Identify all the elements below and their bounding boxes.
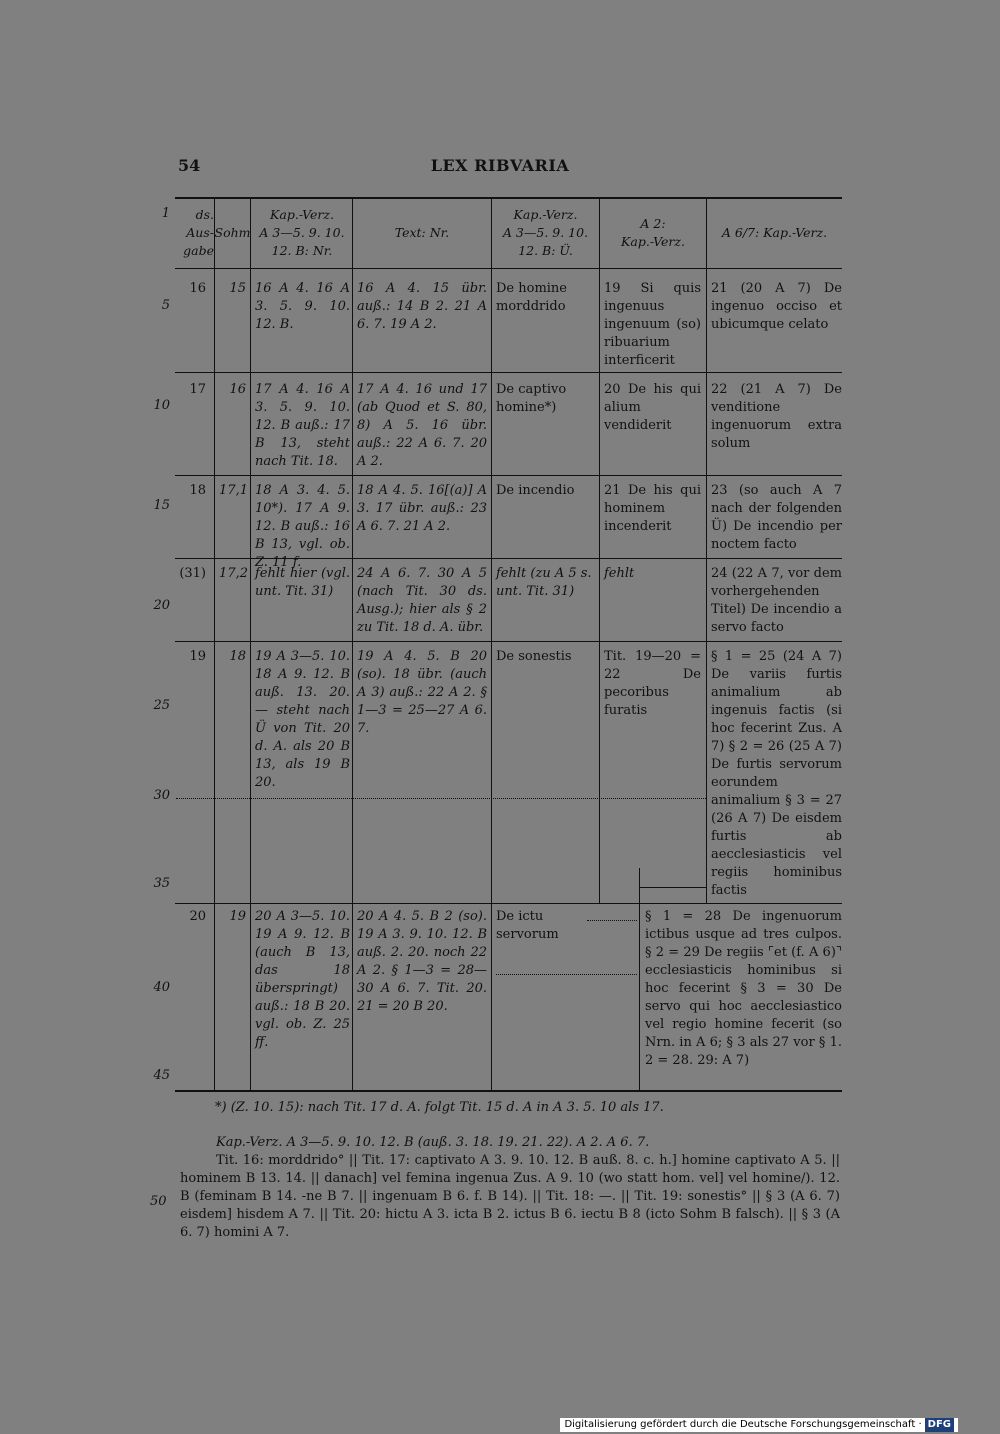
cell-edition: 16 <box>189 281 206 296</box>
header-line: A 3—5. 9. 10. <box>502 225 589 240</box>
header-rule <box>175 268 842 269</box>
cell-edition: (31) <box>179 566 206 581</box>
cell-edition: 18 <box>189 483 206 498</box>
cell-sohm: 17,2 <box>219 566 248 581</box>
line-number: 15 <box>153 498 170 513</box>
line-number: 20 <box>153 598 170 613</box>
row-rule <box>175 903 842 904</box>
cell-a67: § 1 = 25 (24 A 7) De variis furtis animalium ab ingenuis factis (si hoc fecerint Zus. A 7) § 2 = 26 (25 A 7) De furtis servorum eorundem animalium § 3 = 27 (26 A 7) De eisdem furtis ab aecclesiasticis vel regiis hominibus factis <box>711 649 842 898</box>
line-number: 25 <box>153 698 170 713</box>
dotted-leader <box>587 920 637 921</box>
cell-sohm: 17,1 <box>219 483 248 498</box>
cell-kapverz-nr: 16 A 4. 16 A 3. 5. 9. 10. 12. B. <box>255 281 350 332</box>
cell-text-nr: 18 A 4. 5. 16[(a)] A 3. 17 übr. auß.: 23 A 6. 7. 21 A 2. <box>357 483 487 534</box>
header-line: Kap.-Verz. <box>270 207 334 222</box>
cell-a2: 21 De his qui hominem incenderit <box>604 483 701 534</box>
header-line: 12. B: Nr. <box>271 243 333 258</box>
cell-a67: 22 (21 A 7) De venditione ingenuorum extra solum <box>711 382 842 451</box>
header-line: A 3—5. 9. 10. <box>259 225 345 240</box>
cell-text-nr: 24 A 6. 7. 30 A 5 (nach Tit. 30 ds. Ausg.); hier als § 2 zu Tit. 18 d. A. übr. <box>357 566 487 635</box>
col-header-a67 <box>707 224 842 242</box>
cell-edition: 20 <box>189 909 206 924</box>
col-header-text-nr <box>353 224 491 242</box>
line-number: 35 <box>153 876 170 891</box>
col-rule <box>706 198 707 903</box>
cell-sohm: 19 <box>229 909 246 924</box>
cell-sohm: 16 <box>229 382 246 397</box>
col-header-edition <box>174 206 214 260</box>
row-rule <box>175 475 842 476</box>
header-line: 12. B: Ü. <box>518 243 573 258</box>
page-number: 54 <box>178 156 201 175</box>
cell-kapverz-ue: De sonestis <box>496 649 572 664</box>
line-number: 5 <box>161 298 170 313</box>
col-rule <box>491 198 492 1090</box>
col-header-kapverz-nr <box>252 206 352 260</box>
cell-a2: fehlt <box>604 566 635 581</box>
col-rule <box>250 198 251 1090</box>
row-rule <box>175 641 842 642</box>
col-rule <box>352 198 353 1090</box>
dotted-leader <box>496 974 637 975</box>
header-line: A 6/7: Kap.-Verz. <box>721 225 828 240</box>
cell-edition: 17 <box>189 382 206 397</box>
cell-kapverz-ue: fehlt (zu A 5 s. unt. Tit. 31) <box>496 566 592 599</box>
cell-sohm: 18 <box>229 649 246 664</box>
line-number: 45 <box>153 1068 170 1083</box>
header-line: gabe <box>183 243 214 258</box>
cell-text-nr: 19 A 4. 5. B 20 (so). 18 übr. (auch A 3) auß.: 22 A 2. § 1—3 = 25—27 A 6. 7. <box>357 649 487 736</box>
line-number: 40 <box>153 980 170 995</box>
cell-text-nr: 16 A 4. 15 übr. auß.: 14 B 2. 21 A 6. 7. 19 A 2. <box>357 281 487 332</box>
cell-kapverz-nr: 20 A 3—5. 10. 19 A 9. 12. B (auch B 13, das 18 überspringt) auß.: 18 B 20. vgl. ob. Z. 25 ff. <box>255 909 350 1050</box>
line-number: 50 <box>150 1194 167 1209</box>
cell-a67: 23 (so auch A 7 nach der folgenden Ü) De incendio per noctem facto <box>711 483 842 552</box>
cell-sohm: 15 <box>229 281 246 296</box>
cell-kapverz-ue: De incendio <box>496 483 575 498</box>
header-line: ds. <box>195 207 214 222</box>
cell-kapverz-ue: De captivo homine*) <box>496 382 567 415</box>
header-line: Sohm <box>214 225 251 240</box>
header-line: Kap.-Verz. <box>621 234 685 249</box>
dfg-credit <box>560 1418 958 1432</box>
line-number: 1 <box>161 206 170 221</box>
cell-kapverz-nr: 17 A 4. 16 A 3. 5. 9. 10. 12. B auß.: 17 B 13, steht nach Tit. 18. <box>255 382 350 469</box>
header-line: Text: Nr. <box>394 225 450 240</box>
table-footnote: *) (Z. 10. 15): nach Tit. 17 d. A. folgt Tit. 15 d. A in A 3. 5. 10 als 17. <box>215 1100 664 1115</box>
apparatus-readings: Tit. 16: morddrido° || Tit. 17: captivato A 3. 9. 10. 12. B auß. 8. c. h.] homine captivato A 5. || hominem B 13. 14. || danach] vel femina ingenua Zus. A 9. 10 (wo statt hom. vel] vel homine/). 12. B (feminam B 14. -ne B 7. || ingenuam B 6. f. B 14). || Tit. 18: —. || Tit. 19: sonestis° || § 3 (A 6. 7) eisdem] hisdem A 7. || Tit. 20: hictu A 3. icta B 2. ictus B 6. iectu B 8 (icto Sohm B falsch). || § 3 (A 6. 7) homini A 7. <box>180 1153 840 1240</box>
dotted-leader <box>176 798 706 799</box>
col-header-sohm <box>214 224 251 242</box>
cell-edition: 19 <box>189 649 206 664</box>
critical-apparatus <box>180 1134 840 1242</box>
running-title: LEX RIBVARIA <box>430 156 570 175</box>
credit-text: Digitalisierung gefördert durch die Deutsche Forschungsgemeinschaft · <box>564 1419 922 1430</box>
col-rule <box>639 868 640 1090</box>
cell-text-nr: 17 A 4. 16 und 17 (ab Quod et S. 80, 8) A 5. 16 übr. auß.: 22 A 6. 7. 20 A 2. <box>357 382 487 469</box>
col-rule <box>214 198 215 1090</box>
line-number: 10 <box>153 398 170 413</box>
cell-a2: Tit. 19—20 = 22 De pecoribus furatis <box>604 649 701 718</box>
header-line: Kap.-Verz. <box>513 207 578 222</box>
col-header-a2 <box>600 215 706 251</box>
bracket-rule <box>639 887 706 888</box>
cell-kapverz-ue: De ictu servorum <box>496 909 559 942</box>
cell-kapverz-ue: De homine morddrido <box>496 281 567 314</box>
cell-a2: 19 Si quis ingenuus ingenuum (so) ribuarium interficerit <box>604 281 701 368</box>
cell-kapverz-nr: 19 A 3—5. 10. 18 A 9. 12. B auß. 13. 20. — steht nach Ü von Tit. 20 d. A. als 20 B 13, als 19 B 20. <box>255 649 350 790</box>
cell-a67: 21 (20 A 7) De ingenuo occiso et ubicumque celato <box>711 281 842 332</box>
cell-a2: 20 De his qui alium vendiderit <box>604 382 701 433</box>
cell-a67: 24 (22 A 7, vor dem vorhergehenden Titel) De incendio a servo facto <box>711 566 842 635</box>
header-line: Aus- <box>186 225 214 240</box>
cell-text-nr: 20 A 4. 5. B 2 (so). 19 A 3. 9. 10. 12. B auß. 2. 20. noch 22 A 2. § 1—3 = 28—30 A 6. 7. Tit. 20. 21 = 20 B 20. <box>357 909 487 1014</box>
cell-kapverz-nr: 18 A 3. 4. 5. 10*). 17 A 9. 12. B auß.: 16 B 13, vgl. ob. Z. 11 f. <box>255 483 350 570</box>
cell-kapverz-nr: fehlt hier (vgl. unt. Tit. 31) <box>255 566 350 599</box>
header-line: A 2: <box>640 216 666 231</box>
dfg-logo-icon: DFG <box>925 1418 954 1432</box>
table-bottom-rule <box>175 1090 842 1092</box>
table-top-rule <box>175 197 842 199</box>
apparatus-sources: Kap.-Verz. A 3—5. 9. 10. 12. B (auß. 3. 18. 19. 21. 22). A 2. A 6. 7. <box>216 1135 650 1150</box>
row-rule <box>175 372 842 373</box>
cell-a67: § 1 = 28 De ingenuorum ictibus usque ad tres culpos. § 2 = 29 De regiis ⌜et (f. A 6)⌝ ecclesiasticis hominibus si hoc fecerint § 3 = 30 De servo qui hoc aecclesiastico vel regio homine fecerit (so Nrn. in A 6; § 3 als 27 vor § 1. 2 = 28. 29: A 7) <box>645 909 842 1068</box>
line-number: 30 <box>153 788 170 803</box>
col-header-kapverz-ue <box>492 206 599 260</box>
